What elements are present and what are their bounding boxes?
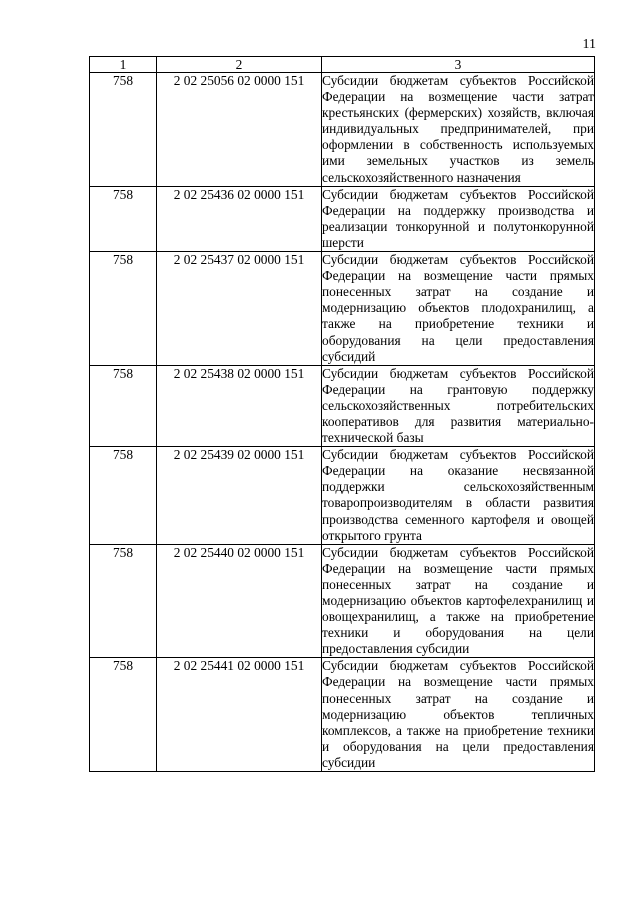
description-cell: Субсидии бюджетам субъектов Российской Федерации на грантовую поддержку сельскохозяйственных потребительских кооперативов для развития материально-технической базы: [322, 365, 594, 446]
column-header-3: 3: [322, 57, 595, 73]
admin-code-cell: 758: [90, 252, 157, 366]
description-cell: Субсидии бюджетам субъектов Российской Федерации на возмещение части прямых понесенных затрат на создание и модернизацию объектов тепличных комплексов, а также на приобретение техники и оборудования на цели предоставления субсидии: [322, 658, 594, 770]
table-row: [90, 658, 595, 772]
admin-code-cell: 758: [90, 73, 157, 187]
description-cell: Субсидии бюджетам субъектов Российской Федерации на поддержку производства и реализации тонкорунной и полутонкорунной шерсти: [322, 186, 594, 250]
table-body: [90, 73, 595, 772]
description-cell: Субсидии бюджетам субъектов Российской Федерации на оказание несвязанной поддержки сельскохозяйственным товаропроизводителям в области развития производства семенного картофеля и овощей открытого грунта: [322, 447, 594, 543]
budget-code-cell: 2 02 25439 02 0000 151: [157, 447, 322, 545]
budget-code-cell: 2 02 25441 02 0000 151: [157, 658, 322, 772]
column-header-1: 1: [90, 57, 157, 73]
table-row: [90, 186, 595, 251]
admin-code-cell: 758: [90, 544, 157, 658]
table-row: [90, 447, 595, 545]
header-row: [90, 57, 595, 73]
budget-code-cell: 2 02 25440 02 0000 151: [157, 544, 322, 658]
table-row: [90, 252, 595, 366]
budget-codes-table: [89, 56, 595, 772]
budget-code-cell: 2 02 25436 02 0000 151: [157, 186, 322, 251]
budget-code-cell: 2 02 25438 02 0000 151: [157, 365, 322, 446]
admin-code-cell: 758: [90, 365, 157, 446]
admin-code-cell: 758: [90, 658, 157, 772]
page-number: 11: [582, 37, 596, 52]
table-row: [90, 73, 595, 187]
table-row: [90, 544, 595, 658]
description-cell: Субсидии бюджетам субъектов Российской Федерации на возмещение части затрат крестьянских (фермерских) хозяйств, включая индивидуальных предпринимателей, при оформлении в собственность используемых ими земельных участков из земель сельскохозяйственного назначения: [322, 73, 594, 185]
budget-code-cell: 2 02 25056 02 0000 151: [157, 73, 322, 187]
budget-code-cell: 2 02 25437 02 0000 151: [157, 252, 322, 366]
admin-code-cell: 758: [90, 186, 157, 251]
description-cell: Субсидии бюджетам субъектов Российской Федерации на возмещение части прямых понесенных затрат на создание и модернизацию объектов плодохранилищ, а также на приобретение техники и оборудования на цели предоставления субсидий: [322, 252, 594, 364]
table-row: [90, 365, 595, 446]
description-cell: Субсидии бюджетам субъектов Российской Федерации на возмещение части прямых понесенных затрат на создание и модернизацию объектов картофелехранилищ и овощехранилищ, а также на приобретение техники и оборудования на цели предоставления субсидии: [322, 544, 594, 657]
column-header-2: 2: [157, 57, 322, 73]
table-header: [90, 57, 595, 73]
admin-code-cell: 758: [90, 447, 157, 545]
